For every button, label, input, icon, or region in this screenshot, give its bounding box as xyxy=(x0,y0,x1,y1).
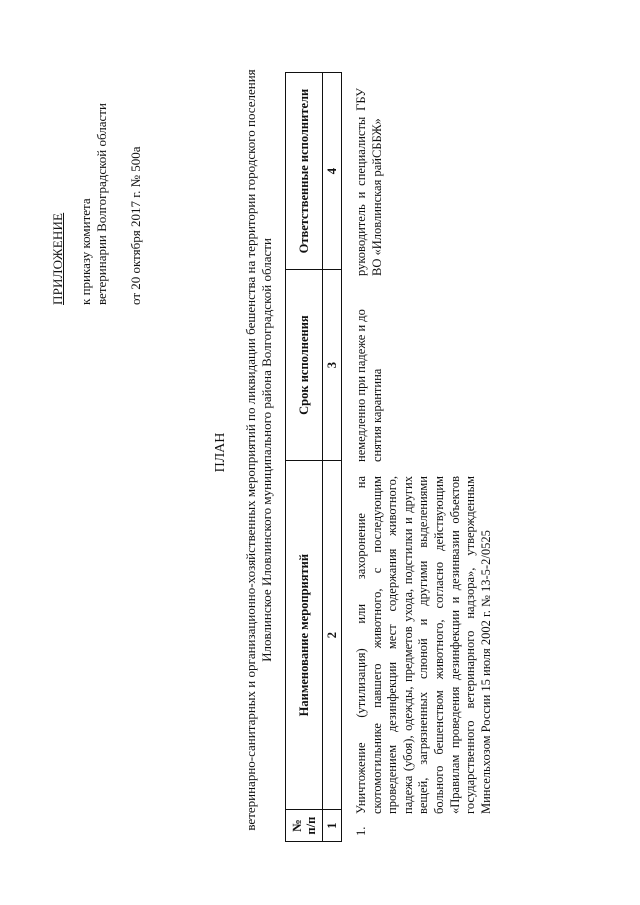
plan-title: ПЛАН xyxy=(213,432,228,473)
column-number: 4 xyxy=(323,73,342,270)
row-measure: Уничтожение (утилизация) или захоронение на скотомогильнике павшего животного, с последующим проведением дезинфекции мест содержания животного, падежа (убоя), одежды, предметов ухода, подстилки и других вещей, загрязненных слюной и другими выделениями больного бешенством животного, согласно действующим «Правилам проведения дезинфекции и дезинвазии объектов государственного ветеринарного надзора», утвержденным Минсельхозом России 15 июля 2002 г. № 13-5-2/0525 xyxy=(354,476,493,814)
column-number: 1 xyxy=(323,810,342,842)
appendix-line-date: от 20 октября 2017 г. № 500а xyxy=(128,146,143,305)
header-number: № п/п xyxy=(286,810,323,842)
plan-subtitle: ветеринарно-санитарных и организационно-хозяйственных мероприятий по ликвидации бешенства на территории городского поселения Иловлинское Иловлинского муниципального района Волгоградской области xyxy=(243,69,274,831)
header-responsible: Ответственные исполнители xyxy=(286,73,323,270)
appendix-heading: ПРИЛОЖЕНИЕ xyxy=(50,212,65,305)
header-measure: Наименование мероприятий xyxy=(286,461,323,810)
table-header-row xyxy=(286,73,323,842)
appendix-line-order: к приказу комитета xyxy=(78,198,93,305)
column-number: 3 xyxy=(323,270,342,461)
plan-table xyxy=(285,72,342,842)
column-number: 2 xyxy=(323,461,342,810)
appendix-line-committee: ветеринарии Волгоградской области xyxy=(94,103,109,305)
header-term: Срок исполнения xyxy=(286,270,323,461)
row-term: немедленно при падеже и до снятия карантина xyxy=(354,309,384,462)
row-number: 1. xyxy=(354,826,368,836)
appendix-block xyxy=(50,5,144,305)
row-responsible: руководитель и специалисты ГБУ ВО «Иловлинская райСББЖ» xyxy=(354,88,384,276)
column-number-row xyxy=(323,73,342,842)
